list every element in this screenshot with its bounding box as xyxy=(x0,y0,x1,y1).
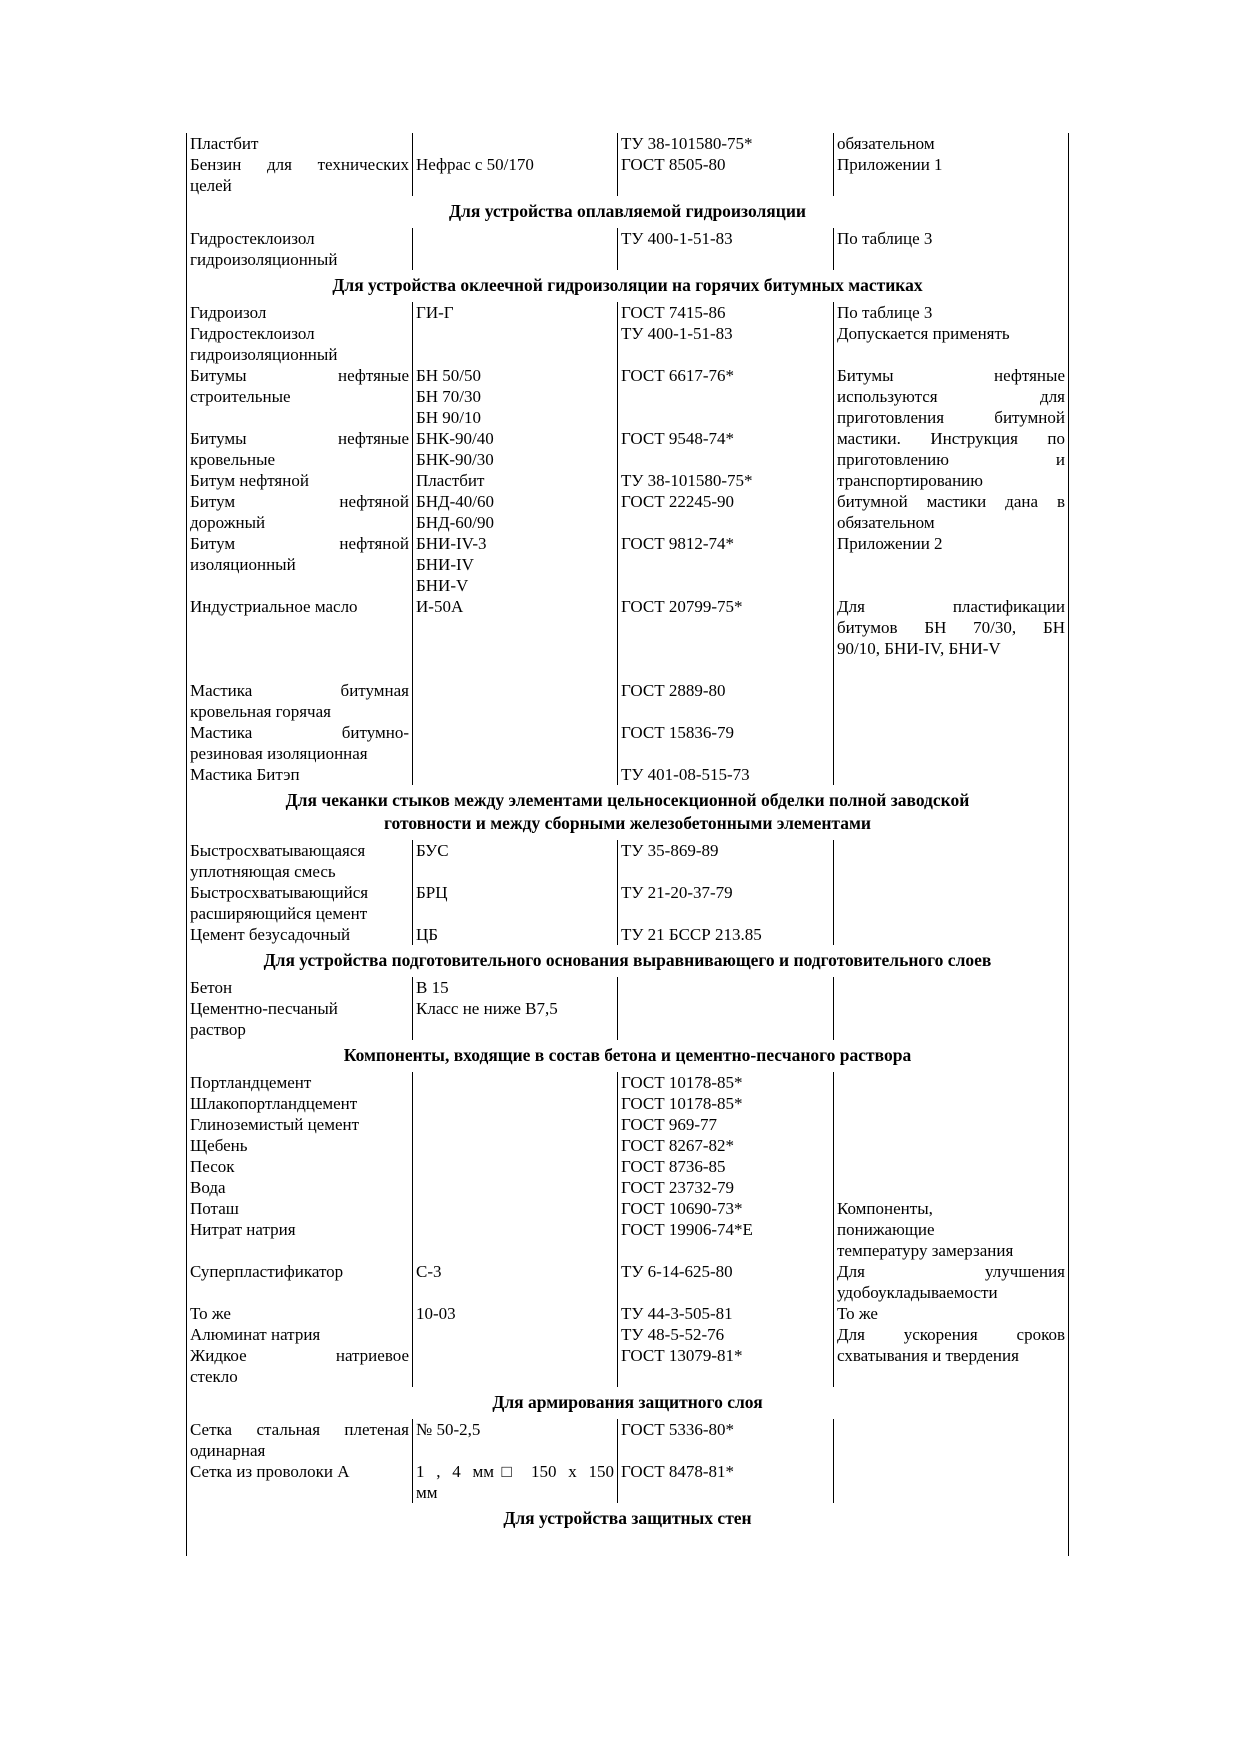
row-group xyxy=(187,302,1068,785)
cell-line: ЦБ xyxy=(416,925,439,944)
section-header xyxy=(187,1503,1068,1535)
cell-line: БНИ-V xyxy=(416,576,469,595)
cell-line: БУС xyxy=(416,841,449,860)
cell-line: Гидроизол xyxy=(190,303,267,322)
cell-line-empty xyxy=(413,659,617,680)
cell-line: Индустриальное масло xyxy=(190,597,358,616)
table-column-2 xyxy=(412,840,617,945)
cell-line-empty xyxy=(413,680,617,701)
cell-line-empty xyxy=(618,449,833,470)
cell-line: температуру замерзания xyxy=(837,1241,1014,1260)
cell-line-empty xyxy=(413,764,617,785)
cell-line-empty xyxy=(187,1282,412,1303)
cell-line-empty xyxy=(413,1282,617,1303)
cell-line-empty xyxy=(413,1114,617,1135)
cell-line: Сетка из проволоки А xyxy=(190,1462,350,1481)
cell-line-empty xyxy=(618,743,833,764)
table-column-3 xyxy=(617,302,833,785)
cell-line-empty xyxy=(412,1535,617,1556)
cell-line: В 15 xyxy=(416,978,449,997)
cell-line: БРЦ xyxy=(416,883,448,902)
cell-line: Цемент безусадочный xyxy=(190,925,351,944)
table-column-3 xyxy=(617,977,833,1040)
cell-line-empty xyxy=(187,617,412,638)
cell-line: транспортированию xyxy=(837,471,983,490)
cell-line-empty xyxy=(834,903,1068,924)
cell-line-empty xyxy=(834,722,1068,743)
cell-line: То же xyxy=(190,1304,231,1323)
cell-line: Нитрат натрия xyxy=(190,1220,296,1239)
cell-line-empty xyxy=(413,1177,617,1198)
cell-line: обязательном xyxy=(837,134,935,153)
cell-line-empty xyxy=(834,1482,1068,1503)
cell-line: раствор xyxy=(190,1020,246,1039)
cell-line-empty xyxy=(413,1198,617,1219)
cell-line: С-3 xyxy=(416,1262,442,1281)
cell-line: кровельная горячая xyxy=(190,702,331,721)
table-column-2 xyxy=(412,228,617,270)
section-header-line: Для чеканки стыков между элементами цельносекционной обделки полной заводской xyxy=(285,790,970,810)
table-column-4 xyxy=(833,1419,1068,1503)
cell-line-empty xyxy=(834,1419,1068,1440)
cell-line: По таблице 3 xyxy=(837,229,933,248)
cell-line-empty xyxy=(618,554,833,575)
cell-line-empty xyxy=(413,861,617,882)
cell-line: Бетон xyxy=(190,978,233,997)
row-group xyxy=(187,133,1068,196)
cell-line: БН 50/50 xyxy=(416,366,482,385)
cell-line: ТУ 6-14-625-80 xyxy=(621,1262,733,1281)
cell-line: ТУ 35-869-89 xyxy=(621,841,719,860)
cell-line-empty xyxy=(834,998,1068,1019)
cell-line-empty xyxy=(618,1019,833,1040)
cell-line: Алюминат натрия xyxy=(190,1325,321,1344)
cell-line: ГОСТ 10178-85* xyxy=(621,1094,743,1113)
cell-line: резиновая изоляционная xyxy=(190,744,368,763)
cell-line: Для пластификации xyxy=(837,597,1065,616)
cell-line: ГОСТ 5336-80* xyxy=(621,1420,735,1439)
row-group xyxy=(187,840,1068,945)
cell-line-empty xyxy=(618,701,833,722)
cell-line-empty xyxy=(617,1535,833,1556)
cell-line: Быстросхватывающаяся xyxy=(190,841,366,860)
row-group xyxy=(187,977,1068,1040)
cell-line-empty xyxy=(834,924,1068,945)
cell-line-empty xyxy=(834,659,1068,680)
cell-line: БНД-40/60 xyxy=(416,492,495,511)
cell-line: ТУ 400-1-51-83 xyxy=(621,324,733,343)
cell-line-empty xyxy=(413,175,617,196)
cell-line: ГОСТ 13079-81* xyxy=(621,1346,743,1365)
cell-line: БНД-60/90 xyxy=(416,513,495,532)
row-group xyxy=(187,1535,1068,1556)
cell-line-empty xyxy=(187,638,412,659)
cell-line-empty xyxy=(187,1482,412,1503)
cell-line: строительные xyxy=(190,387,291,406)
cell-line: 90/10, БНИ-IV, БНИ-V xyxy=(837,639,1001,658)
cell-line: стекло xyxy=(190,1367,238,1386)
table-column-2 xyxy=(412,133,617,196)
cell-line: БН 90/10 xyxy=(416,408,482,427)
cell-line: Щебень xyxy=(190,1136,248,1155)
cell-line: БНИ-IV-3 xyxy=(416,534,487,553)
cell-line-empty xyxy=(413,1072,617,1093)
cell-line-empty xyxy=(618,998,833,1019)
section-header-line: Для армирования защитного слоя xyxy=(492,1392,763,1412)
cell-line-empty xyxy=(413,743,617,764)
section-header xyxy=(187,270,1068,302)
cell-line-empty xyxy=(834,1072,1068,1093)
cell-line: ГОСТ 8267-82* xyxy=(621,1136,735,1155)
cell-line: ТУ 48-5-52-76 xyxy=(621,1325,725,1344)
cell-line-empty xyxy=(187,1240,412,1261)
cell-line: ГОСТ 2889-80 xyxy=(621,681,726,700)
cell-line: Приложении 1 xyxy=(837,155,943,174)
cell-line-empty xyxy=(834,1019,1068,1040)
cell-line-empty xyxy=(618,977,833,998)
cell-line: ГОСТ 9812-74* xyxy=(621,534,735,553)
cell-line: Для ускорения сроков xyxy=(837,1325,1065,1344)
section-header-line: Для устройства оклеечной гидроизоляции на горячих битумных мастиках xyxy=(332,275,923,295)
cell-line-empty xyxy=(413,1345,617,1366)
cell-line: По таблице 3 xyxy=(837,303,933,322)
cell-line: удобоукладываемости xyxy=(837,1283,998,1302)
cell-line: Мастика битумная xyxy=(190,681,409,700)
cell-line-empty xyxy=(834,575,1068,596)
cell-line: Битум нефтяной xyxy=(190,471,309,490)
cell-line: Пластбит xyxy=(416,471,485,490)
cell-line: кровельные xyxy=(190,450,276,469)
cell-line: Нефрас с 50/170 xyxy=(416,155,534,174)
row-group xyxy=(187,1072,1068,1387)
cell-line: Шлакопортландцемент xyxy=(190,1094,358,1113)
cell-line: мм xyxy=(416,1483,438,1502)
cell-line-empty xyxy=(618,1282,833,1303)
table-column-4 xyxy=(833,977,1068,1040)
table-column-2 xyxy=(412,1535,617,1556)
cell-line-empty xyxy=(413,1093,617,1114)
cell-line-empty xyxy=(413,133,617,154)
cell-line-empty xyxy=(834,840,1068,861)
table-column-1 xyxy=(187,302,412,785)
cell-line: Бензин для технических xyxy=(190,155,409,174)
cell-line-empty xyxy=(618,1440,833,1461)
cell-line: ГИ-Г xyxy=(416,303,454,322)
cell-line-empty xyxy=(618,659,833,680)
row-group xyxy=(187,1419,1068,1503)
cell-line: приготовления битумной xyxy=(837,408,1065,427)
cell-line: 1 , 4 мм□ 150 х 150 xyxy=(416,1462,614,1481)
row-group xyxy=(187,228,1068,270)
cell-line: Вода xyxy=(190,1178,226,1197)
cell-line-empty xyxy=(413,617,617,638)
cell-line: ГОСТ 15836-79 xyxy=(621,723,735,742)
cell-line: ГОСТ 8736-85 xyxy=(621,1157,726,1176)
cell-line: То же xyxy=(837,1304,878,1323)
section-header-line: Для устройства подготовительного основания выравнивающего и подготовительного слоев xyxy=(263,950,992,970)
section-header xyxy=(187,945,1068,977)
cell-line: понижающие xyxy=(837,1220,935,1239)
cell-line: Цементно-песчаный xyxy=(190,999,338,1018)
cell-line: обязательном xyxy=(837,513,935,532)
cell-line-empty xyxy=(834,1114,1068,1135)
cell-line-empty xyxy=(833,1535,1068,1556)
cell-line-empty xyxy=(618,1482,833,1503)
cell-line: ГОСТ 22245-90 xyxy=(621,492,735,511)
cell-line-empty xyxy=(618,386,833,407)
table-column-4 xyxy=(833,228,1068,270)
cell-line: приготовлению и xyxy=(837,450,1065,469)
cell-line-empty xyxy=(834,344,1068,365)
cell-line: уплотняющая смесь xyxy=(190,862,336,881)
cell-line: Для улучшения xyxy=(837,1262,1065,1281)
table-column-2 xyxy=(412,302,617,785)
cell-line-empty xyxy=(187,659,412,680)
cell-line-empty xyxy=(834,977,1068,998)
cell-line: гидроизоляционный xyxy=(190,345,338,364)
table-column-1 xyxy=(187,133,412,196)
table-column-3 xyxy=(617,1072,833,1387)
cell-line: Сетка стальная плетеная xyxy=(190,1420,409,1439)
cell-line: 10-03 xyxy=(416,1304,456,1323)
cell-line: Битумы нефтяные xyxy=(190,366,409,385)
cell-line-empty xyxy=(618,512,833,533)
cell-line: Суперпластификатор xyxy=(190,1262,344,1281)
table-column-1 xyxy=(187,1535,412,1556)
table-column-3 xyxy=(617,1419,833,1503)
cell-line: ГОСТ 10178-85* xyxy=(621,1073,743,1092)
cell-line-empty xyxy=(834,554,1068,575)
cell-line-empty xyxy=(413,701,617,722)
table-column-1 xyxy=(187,977,412,1040)
cell-line: Битумы нефтяные xyxy=(190,429,409,448)
section-header xyxy=(187,1040,1068,1072)
cell-line: расширяющийся цемент xyxy=(190,904,368,923)
cell-line-empty xyxy=(834,882,1068,903)
cell-line: ГОСТ 20799-75* xyxy=(621,597,743,616)
cell-line: ГОСТ 9548-74* xyxy=(621,429,735,448)
cell-line-empty xyxy=(618,1240,833,1261)
cell-line-empty xyxy=(618,575,833,596)
cell-line: ГОСТ 969-77 xyxy=(621,1115,718,1134)
cell-line: используются для xyxy=(837,387,1065,406)
cell-line: БНИ-IV xyxy=(416,555,474,574)
cell-line-empty xyxy=(834,175,1068,196)
cell-line: Глиноземистый цемент xyxy=(190,1115,360,1134)
cell-line: Поташ xyxy=(190,1199,239,1218)
cell-line: ГОСТ 8505-80 xyxy=(621,155,726,174)
cell-line-empty xyxy=(834,1440,1068,1461)
cell-line-empty xyxy=(834,1156,1068,1177)
cell-line: Мастика битумно- xyxy=(190,723,409,742)
cell-line-empty xyxy=(413,1366,617,1387)
cell-line-empty xyxy=(618,175,833,196)
cell-line-empty xyxy=(187,1535,412,1556)
cell-line-empty xyxy=(413,1019,617,1040)
cell-line-empty xyxy=(834,249,1068,270)
table-column-4 xyxy=(833,1072,1068,1387)
table-column-2 xyxy=(412,1072,617,1387)
cell-line: Жидкое натриевое xyxy=(190,1346,409,1365)
table-column-4 xyxy=(833,840,1068,945)
cell-line-empty xyxy=(834,1177,1068,1198)
cell-line-empty xyxy=(834,1093,1068,1114)
cell-line: Допускается применять xyxy=(837,324,1010,343)
cell-line: Портландцемент xyxy=(190,1073,312,1092)
cell-line: Приложении 2 xyxy=(837,534,943,553)
cell-line: ТУ 400-1-51-83 xyxy=(621,229,733,248)
cell-line-empty xyxy=(413,344,617,365)
cell-line-empty xyxy=(834,861,1068,882)
cell-line: ТУ 38-101580-75* xyxy=(621,134,753,153)
section-header xyxy=(187,1387,1068,1419)
table-column-1 xyxy=(187,840,412,945)
section-header xyxy=(187,196,1068,228)
cell-line: Быстросхватывающийся xyxy=(190,883,369,902)
cell-line-empty xyxy=(413,722,617,743)
cell-line-empty xyxy=(834,743,1068,764)
cell-line-empty xyxy=(618,638,833,659)
cell-line: Битум нефтяной xyxy=(190,492,409,511)
table-column-4 xyxy=(833,302,1068,785)
cell-line: Гидростеклоизол xyxy=(190,229,315,248)
cell-line-empty xyxy=(413,249,617,270)
cell-line: ТУ 401-08-515-73 xyxy=(621,765,750,784)
cell-line-empty xyxy=(618,617,833,638)
cell-line-empty xyxy=(618,249,833,270)
cell-line: изоляционный xyxy=(190,555,296,574)
cell-line-empty xyxy=(413,1156,617,1177)
section-header-line: Для устройства оплавляемой гидроизоляции xyxy=(449,201,806,221)
table-column-2 xyxy=(412,977,617,1040)
table-column-2 xyxy=(412,1419,617,1503)
cell-line-empty xyxy=(834,1135,1068,1156)
table-column-3 xyxy=(617,133,833,196)
table-column-3 xyxy=(617,1535,833,1556)
cell-line: № 50-2,5 xyxy=(416,1420,481,1439)
cell-line-empty xyxy=(834,701,1068,722)
cell-line: дорожный xyxy=(190,513,266,532)
cell-line: Битум нефтяной xyxy=(190,534,409,553)
cell-line: схватывания и твердения xyxy=(837,1346,1019,1365)
cell-line: ТУ 38-101580-75* xyxy=(621,471,753,490)
cell-line: ГОСТ 19906-74*Е xyxy=(621,1220,753,1239)
cell-line: Гидростеклоизол xyxy=(190,324,315,343)
table-column-1 xyxy=(187,228,412,270)
table-column-3 xyxy=(617,228,833,270)
cell-line-empty xyxy=(413,638,617,659)
cell-line: ТУ 44-3-505-81 xyxy=(621,1304,733,1323)
cell-line-empty xyxy=(834,1366,1068,1387)
cell-line: одинарная xyxy=(190,1441,266,1460)
section-header-line: готовности и между сборными железобетонными элементами xyxy=(383,813,871,833)
cell-line-empty xyxy=(413,323,617,344)
cell-line: Песок xyxy=(190,1157,235,1176)
cell-line: Пластбит xyxy=(190,134,259,153)
cell-line-empty xyxy=(187,575,412,596)
cell-line-empty xyxy=(413,1219,617,1240)
section-header xyxy=(187,785,1068,840)
table-column-4 xyxy=(833,1535,1068,1556)
cell-line: гидроизоляционный xyxy=(190,250,338,269)
cell-line: ГОСТ 10690-73* xyxy=(621,1199,743,1218)
materials-table xyxy=(186,133,1069,1556)
cell-line-empty xyxy=(413,1135,617,1156)
cell-line: БН 70/30 xyxy=(416,387,482,406)
cell-line-empty xyxy=(413,228,617,249)
table-column-4 xyxy=(833,133,1068,196)
cell-line: мастики. Инструкция по xyxy=(837,429,1065,448)
section-header-line: Компоненты, входящие в состав бетона и цементно-песчаного раствора xyxy=(343,1045,912,1065)
cell-line-empty xyxy=(834,764,1068,785)
cell-line: Компоненты, xyxy=(837,1199,933,1218)
cell-line: ТУ 21-20-37-79 xyxy=(621,883,733,902)
cell-line-empty xyxy=(618,903,833,924)
cell-line: Класс не ниже В7,5 xyxy=(416,999,558,1018)
cell-line-empty xyxy=(413,903,617,924)
cell-line: целей xyxy=(190,176,232,195)
cell-line-empty xyxy=(618,861,833,882)
cell-line-empty xyxy=(413,1324,617,1345)
table-column-1 xyxy=(187,1072,412,1387)
cell-line-empty xyxy=(834,680,1068,701)
cell-line: Битумы нефтяные xyxy=(837,366,1065,385)
section-header-line: Для устройства защитных стен xyxy=(503,1508,752,1528)
table-column-1 xyxy=(187,1419,412,1503)
cell-line: битумов БН 70/30, БН xyxy=(837,618,1065,637)
cell-line: ГОСТ 23732-79 xyxy=(621,1178,735,1197)
cell-line: Мастика Битэп xyxy=(190,765,300,784)
cell-line: ГОСТ 7415-86 xyxy=(621,303,726,322)
cell-line-empty xyxy=(834,1461,1068,1482)
cell-line-empty xyxy=(618,407,833,428)
cell-line-empty xyxy=(413,1240,617,1261)
cell-line: И-50А xyxy=(416,597,464,616)
cell-line-empty xyxy=(187,407,412,428)
cell-line: БНК-90/40 xyxy=(416,429,494,448)
cell-line: ГОСТ 8478-81* xyxy=(621,1462,735,1481)
cell-line-empty xyxy=(618,1366,833,1387)
cell-line: БНК-90/30 xyxy=(416,450,494,469)
cell-line: ГОСТ 6617-76* xyxy=(621,366,735,385)
cell-line-empty xyxy=(413,1440,617,1461)
cell-line: ТУ 21 БССР 213.85 xyxy=(621,925,762,944)
table-column-3 xyxy=(617,840,833,945)
cell-line-empty xyxy=(618,344,833,365)
cell-line: битумной мастики дана в xyxy=(837,492,1065,511)
